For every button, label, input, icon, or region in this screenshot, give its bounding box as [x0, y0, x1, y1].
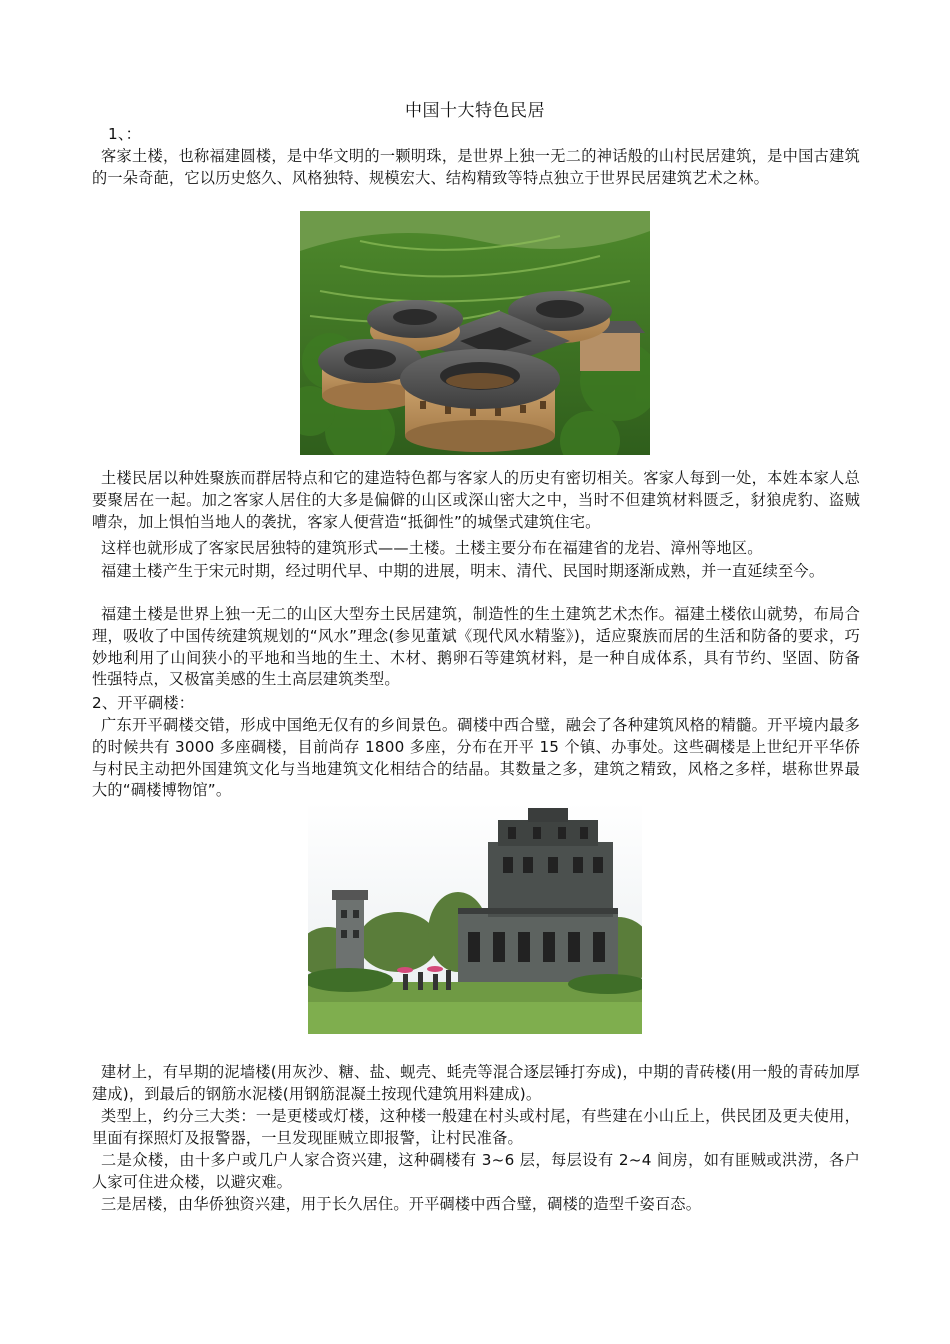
diaolou-photo [308, 802, 642, 1034]
section-1-intro: 客家土楼，也称福建圆楼，是中华文明的一颗明珠，是世界上独一无二的神话般的山村民居建筑，是中国古建筑的一朵奇葩，它以历史悠久、风格独特、规模宏大、结构精致等特点独立于世界民居建筑艺术之林。 [92, 147, 860, 187]
section-1-paragraph-4: 福建土楼是世界上独一无二的山区大型夯土民居建筑，制造性的生土建筑艺术杰作。福建土楼依山就势，布局合理，吸收了中国传统建筑规划的“风水”理念(参见董斌《现代风水精鉴》)，适应聚族而居的生活和防备的要求，巧妙地利用了山间狭小的平地和当地的生土、木材、鹅卵石等建筑材料，是一种自成体系，具有节约、坚固、防备性强特点，又极富美感的生土高层建筑类型。 [92, 605, 860, 689]
section-2-paragraph-4: 三是居楼，由华侨独资兴建，用于长久居住。开平碉楼中西合璧，碉楼的造型千姿百态。 [101, 1195, 702, 1213]
section-2-heading: 2、开平碉楼： [92, 694, 195, 712]
section-1-paragraph-1: 土楼民居以种姓聚族而群居特点和它的建造特色都与客家人的历史有密切相关。客家人每到一处，本姓本家人总要聚居在一起。加之客家人居住的大多是偏僻的山区或深山密大之中，当时不但建筑材料匮乏，豺狼虎豹、盗贼嘈杂，加上惧怕当地人的袭扰，客家人便营造“抵御性”的城堡式建筑住宅。 [92, 469, 860, 531]
section-2-paragraph-3: 二是众楼，由十多户或几户人家合资兴建，这种碉楼有 3~6 层，每层设有 2~4 间房，如有匪贼或洪涝，各户人家可住进众楼，以避灾难。 [92, 1151, 860, 1191]
section-1-heading: 1、： [108, 125, 142, 143]
tulou-photo [300, 211, 650, 455]
section-1-paragraph-3: 福建土楼产生于宋元时期，经过明代早、中期的进展，明末、清代、民国时期逐渐成熟，并一直延续至今。 [101, 562, 825, 580]
section-2-paragraph-2: 类型上，约分三大类：一是更楼或灯楼，这种楼一般建在村头或村尾，有些建在小山丘上，供民团及更夫使用，里面有探照灯及报警器，一旦发现匪贼立即报警，让村民准备。 [92, 1107, 860, 1147]
section-2-paragraph-1: 建材上，有早期的泥墙楼(用灰沙、糖、盐、蚬壳、蚝壳等混合逐层锤打夯成)，中期的青砖楼(用一般的青砖加厚建成)，到最后的钢筋水泥楼(用钢筋混凝土按现代建筑用料建成)。 [92, 1063, 860, 1103]
page-title: 中国十大特色民居 [405, 101, 545, 121]
section-1-paragraph-2: 这样也就形成了客家民居独特的建筑形式——土楼。土楼主要分布在福建省的龙岩、漳州等地区。 [101, 539, 763, 557]
section-2-intro: 广东开平碉楼交错，形成中国绝无仅有的乡间景色。碉楼中西合璧，融会了各种建筑风格的精髓。开平境内最多的时候共有 3000 多座碉楼，目前尚存 1800 多座，分布在开平 15 个镇、办事处。这些碉楼是上世纪开平华侨与村民主动把外国建筑文化与当地建筑文化相结合的结晶。其数量之多，建筑之精致，风格之多样，堪称世界最大的“碉楼博物馆”。 [92, 716, 860, 800]
